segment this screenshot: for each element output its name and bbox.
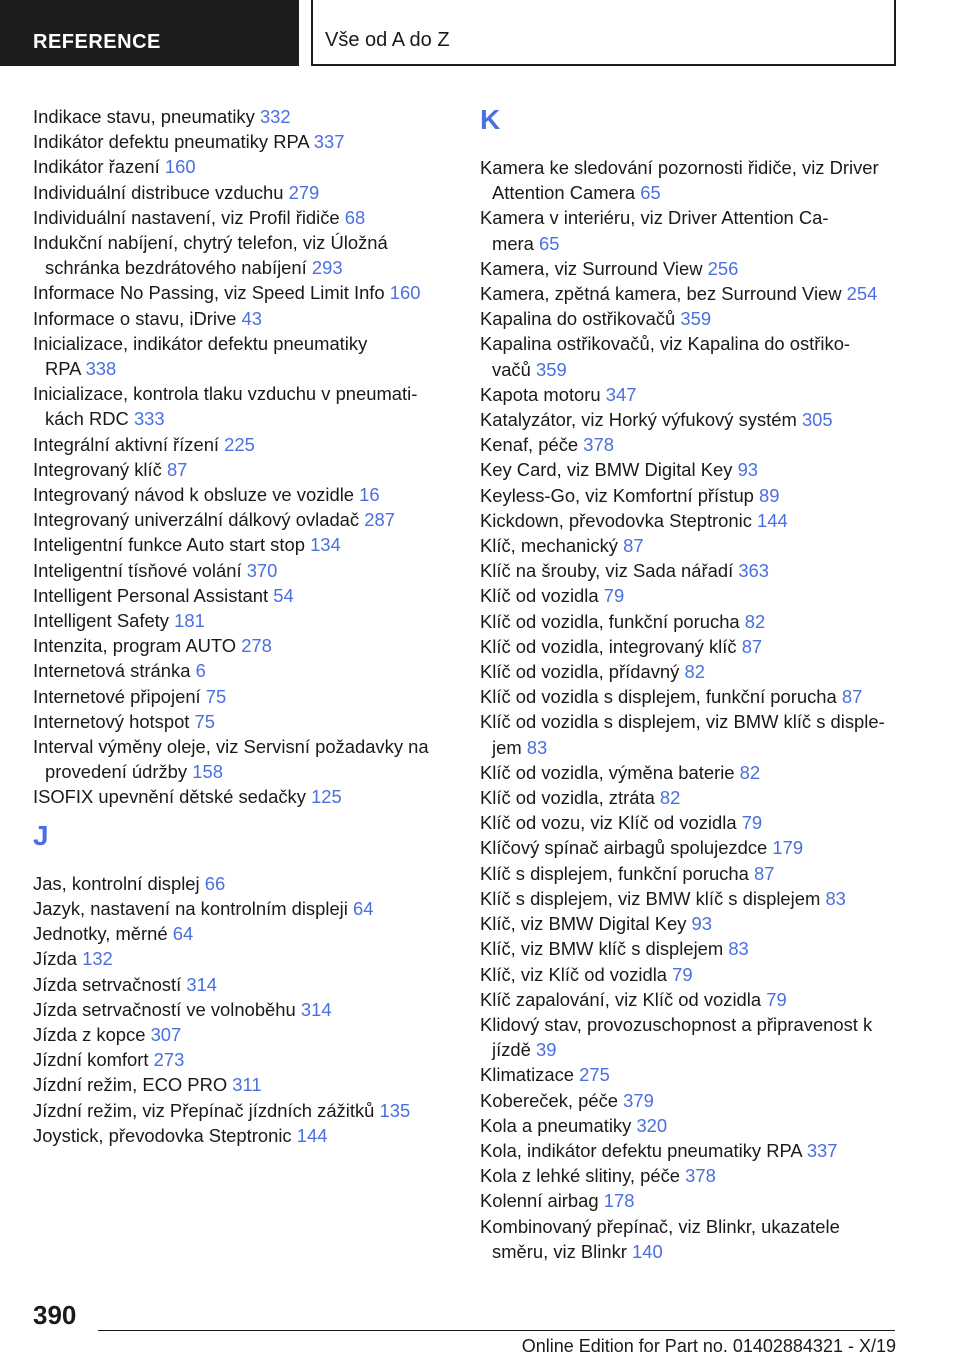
page-reference-link[interactable]: 79 (766, 988, 787, 1010)
index-entry (480, 256, 900, 281)
page-reference-link[interactable]: 87 (623, 535, 644, 557)
page-header (0, 0, 960, 66)
index-entry (480, 583, 900, 608)
entry-text: Klíč od vozidla, funkční porucha (480, 610, 740, 632)
page-reference-link[interactable]: 83 (526, 736, 548, 758)
index-entry (480, 508, 900, 533)
entry-text: Kola z lehké slitiny, péče (480, 1165, 681, 1187)
entry-text: Attention Camera (492, 182, 636, 204)
entry-text: Klíč s displejem, funkční porucha (480, 862, 749, 884)
entry-text: Klíč na šrouby, viz Sada nářadí (480, 560, 734, 582)
page-reference-link[interactable]: 359 (535, 358, 567, 380)
page-reference-link[interactable]: 338 (85, 358, 117, 380)
index-entry (33, 457, 453, 482)
page-reference-link[interactable]: 278 (241, 635, 272, 657)
page-reference-link[interactable]: 144 (296, 1124, 328, 1146)
index-entry (480, 382, 900, 407)
entry-text: Klíč od vozidla, přídavný (480, 661, 680, 683)
page-reference-link[interactable]: 379 (623, 1089, 654, 1111)
page-number: 390 (33, 1300, 77, 1330)
entry-text: Klíč od vozidla s displejem, funkční porucha (480, 686, 837, 708)
index-entry (480, 281, 900, 306)
entry-text: Kombinovaný přepínač, viz Blinkr, ukazatele (480, 1215, 840, 1237)
entry-text: Individuální distribuce vzduchu (33, 181, 284, 203)
page-reference-link[interactable]: 311 (232, 1074, 262, 1096)
page-reference-link[interactable]: 287 (364, 509, 395, 531)
page-reference-link[interactable]: 332 (259, 106, 291, 127)
entry-text: Internetová stránka (33, 660, 191, 682)
page-reference-link[interactable]: 87 (841, 686, 863, 708)
entry-text: Indikátor řazení (33, 156, 160, 178)
page-reference-link[interactable]: 54 (273, 584, 294, 606)
index-entry (480, 760, 900, 785)
page-reference-link[interactable]: 79 (672, 963, 693, 985)
index-entry (33, 104, 453, 129)
entry-text: Klíč s displejem, viz BMW klíč s displejem (480, 887, 821, 909)
entry-text: schránka bezdrátového nabíjení (45, 257, 307, 279)
index-entry (33, 129, 453, 154)
entry-text: Kenaf, péče (480, 434, 579, 456)
page-reference-link[interactable]: 378 (685, 1165, 716, 1187)
entry-text: Klíč zapalování, viz Klíč od vozidla (480, 988, 762, 1010)
entry-text: Jízda setrvačností (33, 973, 182, 995)
index-entry (480, 1012, 900, 1062)
page-reference-link[interactable]: 68 (344, 206, 366, 228)
index-entry (480, 709, 900, 759)
index-entry (33, 280, 453, 305)
index-entry (33, 972, 453, 997)
index-entry (480, 659, 900, 684)
entry-text: Klíč, mechanický (480, 535, 618, 557)
entry-text: Individuální nastavení, viz Profil řidiče (33, 206, 340, 228)
index-entry (33, 633, 453, 658)
index-entry (480, 987, 900, 1012)
page-reference-link[interactable]: 254 (846, 283, 878, 305)
page-reference-link[interactable]: 87 (753, 862, 775, 884)
index-entry (480, 306, 900, 331)
index-entry (480, 1138, 900, 1163)
footer-divider (98, 1330, 895, 1331)
entry-text: Integrovaný klíč (33, 458, 162, 480)
page-reference-link[interactable]: 75 (194, 710, 216, 732)
entry-text: Intelligent Safety (33, 610, 169, 632)
entry-text: Jízda setrvačností ve volnoběhu (33, 998, 296, 1020)
page-reference-link[interactable]: 363 (738, 560, 769, 582)
index-entry (33, 507, 453, 532)
page-reference-link[interactable]: 82 (739, 761, 761, 783)
page-reference-link[interactable]: 320 (636, 1114, 668, 1136)
entry-text: Klíčový spínač airbagů spolujezdce (480, 837, 768, 859)
entry-text: Katalyzátor, viz Horký výfukový systém (480, 409, 797, 431)
page-reference-link[interactable]: 82 (684, 661, 705, 683)
index-entry (33, 532, 453, 557)
index-entry (480, 861, 900, 886)
index-column-left (33, 104, 453, 1148)
entry-text: vačů (492, 358, 531, 380)
entry-text: Indukční nabíjení, chytrý telefon, viz Úložná (33, 232, 388, 254)
page-reference-link[interactable]: 134 (310, 534, 341, 556)
entry-text: Informace o stavu, iDrive (33, 307, 237, 329)
page-reference-link[interactable]: 87 (166, 458, 188, 480)
section-tab: REFERENCE (0, 0, 299, 66)
entry-text: Inicializace, kontrola tlaku vzduchu v pneumati- (33, 383, 418, 405)
index-entry (480, 962, 900, 987)
page-reference-link[interactable]: 370 (246, 559, 278, 581)
entry-text: Jízdní režim, viz Přepínač jízdních zážitků (33, 1099, 375, 1121)
page-reference-link[interactable]: 179 (772, 837, 804, 859)
page-reference-link[interactable]: 305 (801, 409, 833, 431)
index-entry (33, 180, 453, 205)
entry-text: Jízda z kopce (33, 1023, 146, 1045)
entry-text: Keyless-Go, viz Komfortní přístup (480, 484, 754, 506)
index-column-right (480, 104, 900, 1264)
page-reference-link[interactable]: 314 (186, 973, 218, 995)
entry-text: Kapalina ostřikovačů, viz Kapalina do ostřiko- (480, 333, 851, 355)
index-entry (33, 1022, 453, 1047)
index-entry (33, 230, 453, 280)
entry-text: jem (492, 736, 522, 758)
page-reference-link[interactable]: 275 (579, 1064, 610, 1086)
entry-text: Integrovaný univerzální dálkový ovladač (33, 509, 360, 531)
index-group-j (33, 871, 453, 1148)
entry-text: Jazyk, nastavení na kontrolním displeji (33, 897, 348, 919)
entry-text: Kapalina do ostřikovačů (480, 308, 676, 330)
edition-note: Online Edition for Part no. 01402884321 - X/19 (521, 1336, 896, 1356)
entry-text: Internetové připojení (33, 685, 201, 707)
page-reference-link[interactable]: 314 (300, 998, 332, 1020)
entry-text: Kola, indikátor defektu pneumatiky RPA (480, 1139, 802, 1161)
entry-text: Kamera ke sledování pozornosti řidiče, viz Driver (480, 157, 879, 178)
index-entry (33, 1123, 453, 1148)
entry-text: Internetový hotspot (33, 710, 190, 732)
page-reference-link[interactable]: 89 (759, 484, 780, 506)
index-entry (480, 785, 900, 810)
page-reference-link[interactable]: 82 (744, 610, 766, 632)
entry-text: Klimatizace (480, 1064, 575, 1086)
page-reference-link[interactable]: 256 (707, 257, 739, 279)
index-entry (33, 1098, 453, 1123)
index-entry (33, 684, 453, 709)
index-entry (33, 306, 453, 331)
entry-text: Jízdní režim, ECO PRO (33, 1074, 228, 1096)
page-reference-link[interactable]: 160 (389, 282, 421, 304)
page-reference-link[interactable]: 83 (825, 887, 846, 909)
page-reference-link[interactable]: 158 (192, 761, 223, 783)
entry-text: provedení údržby (45, 761, 188, 783)
entry-text: Klíč od vozidla, integrovaný klíč (480, 635, 737, 657)
page-reference-link[interactable]: 337 (806, 1139, 838, 1161)
index-entry (33, 871, 453, 896)
index-entry (480, 483, 900, 508)
entry-text: Jednotky, měrné (33, 923, 168, 945)
page-reference-link[interactable]: 333 (133, 408, 165, 430)
page-reference-link[interactable]: 273 (153, 1049, 185, 1071)
page-reference-link[interactable]: 65 (539, 232, 560, 254)
entry-text: Klíč od vozu, viz Klíč od vozidla (480, 812, 737, 834)
index-entry (33, 658, 453, 683)
index-entry (480, 1062, 900, 1087)
index-entry (33, 558, 453, 583)
entry-text: Kobereček, péče (480, 1089, 619, 1111)
page-reference-link[interactable]: 279 (288, 181, 320, 203)
index-entry (480, 835, 900, 860)
page-reference-link[interactable]: 181 (174, 610, 205, 632)
entry-text: Klíč, viz BMW Digital Key (480, 913, 687, 935)
entry-text: Klíč, viz BMW klíč s displejem (480, 938, 724, 960)
index-entry (480, 331, 900, 381)
entry-text: Integrální aktivní řízení (33, 433, 220, 455)
entry-text: Interval výměny oleje, viz Servisní požadavky na (33, 736, 429, 758)
page-reference-link[interactable]: 140 (632, 1240, 663, 1262)
entry-text: Indikace stavu, pneumatiky (33, 106, 255, 127)
entry-text: Kamera, viz Surround View (480, 257, 703, 279)
page-reference-link[interactable]: 378 (583, 434, 614, 456)
entry-text: Kolenní airbag (480, 1190, 599, 1212)
index-entry (33, 921, 453, 946)
entry-text: Klíč od vozidla, ztráta (480, 787, 655, 809)
page-reference-link[interactable]: 337 (313, 131, 345, 153)
page-reference-link[interactable]: 160 (164, 156, 196, 178)
entry-text: Jas, kontrolní displej (33, 872, 200, 894)
page-reference-link[interactable]: 93 (737, 459, 759, 481)
index-entry (33, 1072, 453, 1097)
entry-text: Integrovaný návod k obsluze ve vozidle (33, 484, 355, 506)
entry-text: Kickdown, převodovka Steptronic (480, 509, 752, 531)
index-entry (480, 558, 900, 583)
index-group-i (33, 104, 453, 810)
page-reference-link[interactable]: 79 (741, 812, 763, 834)
index-entry (33, 331, 453, 381)
index-entry (480, 533, 900, 558)
page-reference-link[interactable]: 66 (204, 872, 226, 894)
page-reference-link[interactable]: 43 (241, 307, 262, 329)
index-entry (480, 155, 900, 205)
page-reference-link[interactable]: 178 (603, 1190, 635, 1212)
entry-text: RPA (45, 358, 81, 380)
index-entry (33, 608, 453, 633)
index-entry (480, 810, 900, 835)
index-entry (480, 1088, 900, 1113)
index-letter-j: J (33, 819, 49, 851)
entry-text: Kapota motoru (480, 383, 601, 405)
entry-text: Klidový stav, provozuschopnost a připravenost k (480, 1013, 873, 1035)
page-reference-link[interactable]: 93 (691, 913, 713, 935)
entry-text: Jízdní komfort (33, 1049, 149, 1071)
page-reference-link[interactable]: 65 (640, 182, 661, 204)
page-reference-link[interactable]: 347 (605, 383, 637, 405)
index-entry (480, 886, 900, 911)
index-letter-k: K (480, 104, 501, 135)
page-reference-link[interactable]: 75 (205, 685, 227, 707)
index-entry (480, 432, 900, 457)
index-entry (33, 381, 453, 431)
index-entry (33, 709, 453, 734)
index-entry (33, 734, 453, 784)
index-entry (480, 205, 900, 255)
page-reference-link[interactable]: 6 (195, 660, 206, 682)
index-entry (480, 1163, 900, 1188)
index-entry (480, 1188, 900, 1213)
index-entry (480, 911, 900, 936)
entry-text: směru, viz Blinkr (492, 1240, 627, 1262)
entry-text: Klíč od vozidla (480, 585, 599, 607)
index-entry (33, 432, 453, 457)
page-reference-link[interactable]: 64 (172, 923, 194, 945)
entry-text: mera (492, 232, 534, 254)
index-entry (480, 634, 900, 659)
entry-text: Inteligentní funkce Auto start stop (33, 534, 305, 556)
index-entry (33, 997, 453, 1022)
index-entry (33, 154, 453, 179)
entry-text: Kamera v interiéru, viz Driver Attention Ca- (480, 207, 829, 229)
entry-text: Jízda (33, 948, 77, 970)
page-reference-link[interactable]: 16 (359, 484, 380, 506)
page-reference-link[interactable]: 125 (311, 786, 342, 808)
index-group-k (480, 155, 900, 1264)
entry-text: Inicializace, indikátor defektu pneumatiky (33, 332, 368, 354)
index-entry (33, 784, 453, 809)
index-entry (33, 583, 453, 608)
index-entry (480, 1113, 900, 1138)
index-entry (480, 457, 900, 482)
index-entry (33, 1047, 453, 1072)
index-entry (480, 936, 900, 961)
entry-text: Kola a pneumatiky (480, 1114, 632, 1136)
index-entry (33, 205, 453, 230)
page-reference-link[interactable]: 293 (311, 257, 343, 279)
entry-text: Klíč od vozidla, výměna baterie (480, 761, 735, 783)
page-reference-link[interactable]: 359 (680, 308, 712, 330)
entry-text: Inteligentní tísňové volání (33, 559, 242, 581)
page-reference-link[interactable]: 87 (741, 635, 763, 657)
entry-text: Intelligent Personal Assistant (33, 584, 269, 606)
index-entry (480, 609, 900, 634)
entry-text: Intenzita, program AUTO (33, 635, 237, 657)
entry-text: Informace No Passing, viz Speed Limit Info (33, 282, 385, 304)
page-reference-link[interactable]: 64 (352, 897, 374, 919)
page-reference-link[interactable]: 82 (659, 787, 681, 809)
entry-text: Key Card, viz BMW Digital Key (480, 459, 733, 481)
page-reference-link[interactable]: 83 (728, 938, 749, 960)
index-entry (480, 407, 900, 432)
index-entry (480, 684, 900, 709)
entry-text: Indikátor defektu pneumatiky RPA (33, 131, 309, 153)
page-reference-link[interactable]: 132 (82, 948, 113, 970)
entry-text: Joystick, převodovka Steptronic (33, 1124, 292, 1146)
index-entry (33, 946, 453, 971)
page-reference-link[interactable]: 39 (535, 1039, 557, 1061)
entry-text: Klíč, viz Klíč od vozidla (480, 963, 668, 985)
entry-text: ISOFIX upevnění dětské sedačky (33, 786, 306, 808)
chapter-title: Vše od A do Z (311, 0, 896, 66)
entry-text: Klíč od vozidla s displejem, viz BMW klíč s disple- (480, 711, 885, 733)
page-reference-link[interactable]: 79 (603, 585, 625, 607)
index-entry (480, 1214, 900, 1264)
page-reference-link[interactable]: 307 (150, 1023, 182, 1045)
entry-text: kách RDC (45, 408, 129, 430)
page-reference-link[interactable]: 144 (757, 509, 788, 531)
entry-text: Kamera, zpětná kamera, bez Surround View (480, 283, 842, 305)
index-entry (33, 482, 453, 507)
index-entry (33, 896, 453, 921)
page-reference-link[interactable]: 225 (224, 433, 255, 455)
page-reference-link[interactable]: 135 (379, 1099, 411, 1121)
entry-text: jízdě (492, 1039, 531, 1061)
